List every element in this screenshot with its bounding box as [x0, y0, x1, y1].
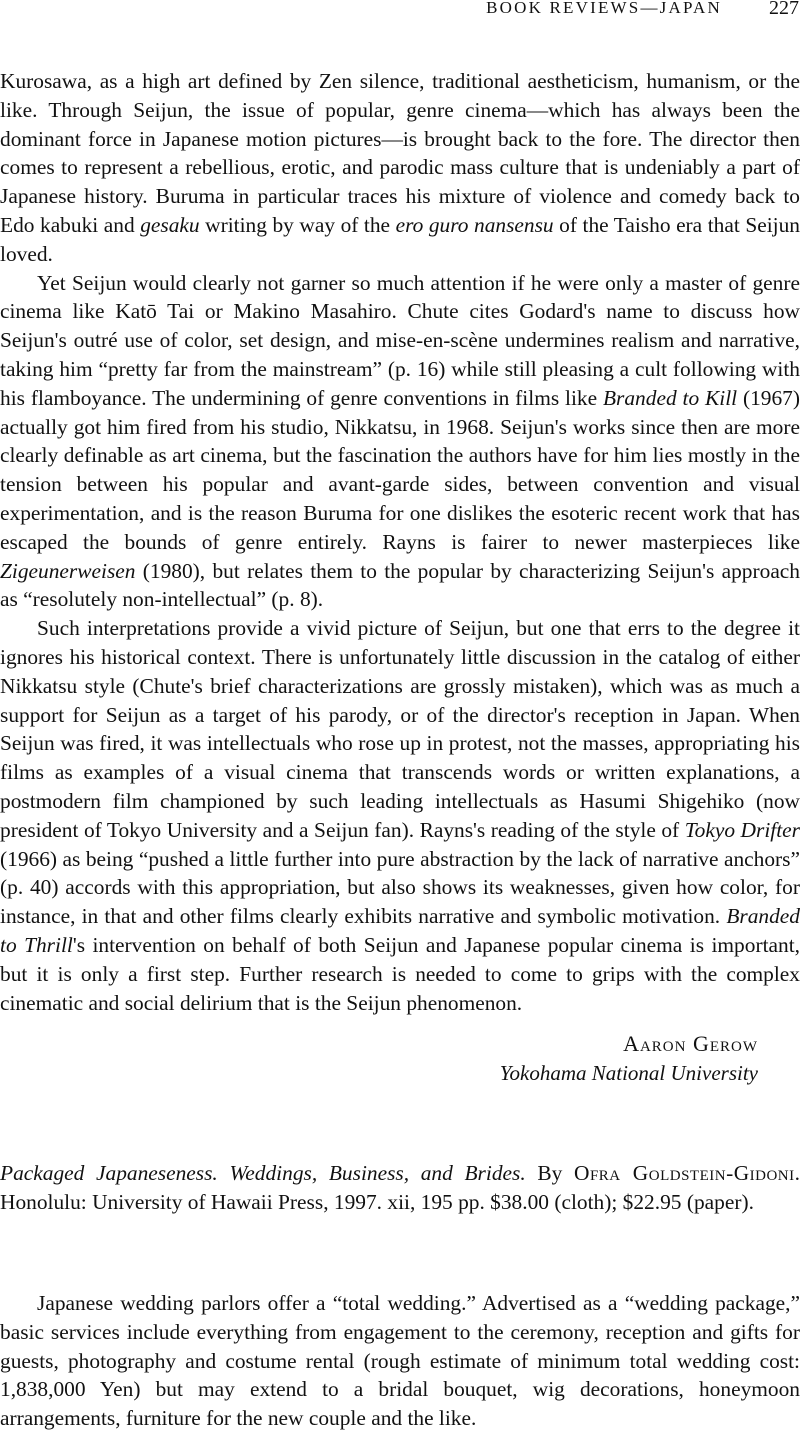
running-head: BOOK REVIEWS—JAPAN — [486, 0, 722, 17]
reviewer-name: Aaron Gerow — [623, 1031, 758, 1056]
paragraph-3: Such interpretations provide a vivid picture of Seijun, but one that errs to the degree it ignores his historical context. There is unfortunately little discussion in the catalog of either Nikkatsu style (Chute's brief characterizations are grossly mistaken), which was as much a support for Seijun as a target of his parody, or of the director's reception in Japan. When Seijun was fired, it was intellectuals who rose up in protest, not the masses, appropriating his films as examples of a visual cinema that transcends words or written explanations, a postmodern film championed by such leading intellectuals as Hasumi Shigehiko (now president of Tokyo University and a Seijun fan). Rayns's reading of the style of Tokyo Drifter (1966) as being “pushed a little further into pure abstraction by the lack of narrative anchors” (p. 40) accords with this appropriation, but also shows its weaknesses, given how color, for instance, in that and other films clearly exhibits narrative and symbolic motivation. Branded to Thrill's intervention on behalf of both Seijun and Japanese popular cinema is important, but it is only a first step. Further research is needed to come to grips with the complex cinematic and social delirium that is the Seijun phenomenon. — [0, 616, 800, 1015]
paragraph-4: Japanese wedding parlors offer a “total wedding.” Advertised as a “wedding package,” basic services include everything from engagement to the ceremony, reception and gifts for guests, photography and costume rental (rough estimate of minimum total wedding cost: 1,838,000 Yen) but may extend to a bridal bouquet, wig decorations, honeymoon arrangements, furniture for the new couple and the like. — [0, 1291, 800, 1431]
paragraph-1: Kurosawa, as a high art defined by Zen silence, traditional aestheticism, humanism, or the like. Through Seijun, the issue of popular, genre cinema—which has always been the dominant force in Japanese motion pictures—is brought back to the fore. The director then comes to represent a rebellious, erotic, and parodic mass culture that is undeniably a part of Japanese history. Buruma in particular traces his mixture of violence and comedy back to Edo kabuki and gesaku writing by way of the ero guro nansensu of the Taisho era that Seijun loved. — [0, 69, 800, 266]
page-number: 227 — [769, 0, 799, 19]
citation-details: . Honolulu: University of Hawaii Press, 1997. xii, 195 pp. $38.00 (cloth); $22.95 (paper). — [0, 1161, 800, 1214]
paragraph-2: Yet Seijun would clearly not garner so much attention if he were only a master of genre cinema like Katō Tai or Makino Masahiro. Chute cites Godard's name to discuss how Seijun's outré use of color, set design, and mise-en-scène undermines realism and narrative, taking him “pretty far from the mainstream” (p. 16) while still pleasing a cult following with his flamboyance. The undermining of genre conventions in films like Branded to Kill (1967) actually got him fired from his studio, Nikkatsu, in 1968. Seijun's works since then are more clearly definable as art cinema, but the fascination the authors have for him lies mostly in the tension between his popular and avant-garde sides, between convention and visual experimentation, and is the reason Buruma for one dislikes the esoteric recent work that has escaped the bounds of genre entirely. Rayns is fairer to newer masterpieces like Zigeunerweisen (1980), but relates them to the popular by characterizing Seijun's approach as “resolutely non-intellectual” (p. 8). — [0, 270, 800, 612]
reviewer-affiliation: Yokohama National University — [499, 1061, 758, 1085]
review-body — [0, 67, 800, 1017]
book-citation: Packaged Japaneseness. Weddings, Business, and Brides. By Ofra Goldstein-Gidoni. Honolulu: University of Hawaii Press, 1997. xii, 195 pp. $38.00 (cloth); $22.95 (paper). — [0, 1161, 800, 1214]
citation-author: Ofra Goldstein-Gidoni — [574, 1161, 795, 1185]
second-review-body — [0, 1289, 800, 1433]
page-header — [0, 0, 800, 26]
citation-title: Packaged Japaneseness. Weddings, Business, and Brides. — [0, 1161, 526, 1185]
